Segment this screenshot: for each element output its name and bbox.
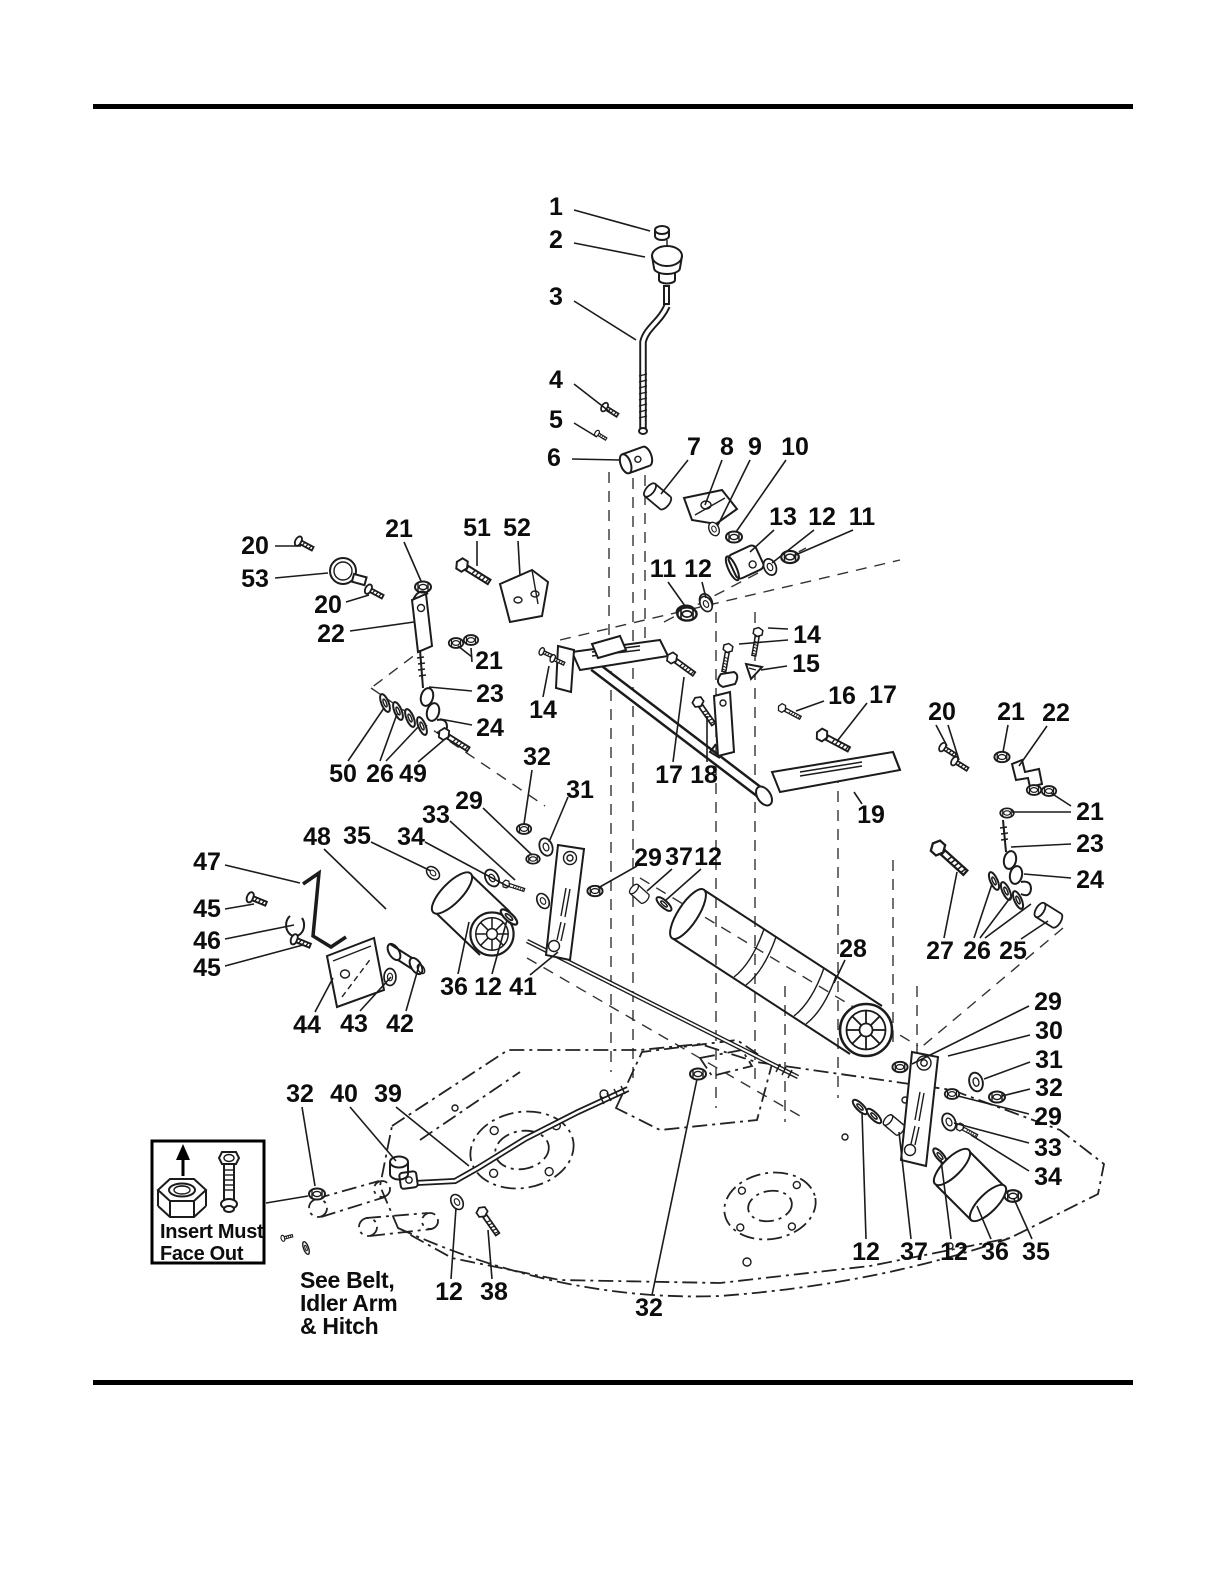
callout-33: 33: [1034, 1134, 1062, 1162]
callout-13: 13: [769, 503, 797, 531]
plate-44: [327, 938, 384, 1007]
leader-line-1: [574, 210, 650, 231]
callout-44: 44: [293, 1011, 321, 1039]
clip-22b: [1012, 760, 1042, 787]
callout-33: 33: [422, 801, 450, 829]
leader-line-36: [458, 922, 469, 974]
cup-35a: [424, 864, 442, 882]
nut-21d1: [1027, 785, 1041, 795]
washer-33b: [939, 1111, 958, 1133]
callout-32: 32: [635, 1294, 663, 1322]
washer-12e2: [865, 1107, 884, 1126]
callout-14: 14: [793, 621, 821, 649]
leader-line-46: [225, 925, 294, 939]
callout-28: 28: [839, 935, 867, 963]
leader-line-53: [275, 573, 328, 578]
washer-12d: [655, 895, 674, 913]
lift-rod-assembly: [309, 1069, 706, 1238]
callout-32: 32: [286, 1080, 314, 1108]
leader-line-26: [980, 894, 1013, 938]
callout-24: 24: [476, 714, 504, 742]
washer-26f: [1011, 890, 1025, 910]
hitch-bolt: [280, 1233, 293, 1242]
right-bracket-plate: [772, 752, 900, 792]
callout-38: 38: [480, 1278, 508, 1306]
leader-line-37: [647, 869, 672, 891]
note-line3: & Hitch: [300, 1313, 379, 1339]
callout-27: 27: [926, 937, 954, 965]
leader-line-21: [404, 542, 421, 581]
leader-line-21: [471, 648, 472, 662]
leader-line-52: [518, 541, 520, 576]
set-screw-4: [600, 402, 620, 420]
lever-assembly: [593, 226, 742, 543]
callout-40: 40: [330, 1080, 358, 1108]
callout-46: 46: [193, 927, 221, 955]
callout-20: 20: [928, 698, 956, 726]
leader-line-15: [761, 666, 787, 670]
leader-line-20: [346, 595, 369, 602]
callout-31: 31: [1035, 1046, 1063, 1074]
washer-12e1: [851, 1098, 870, 1117]
hitch-washer: [301, 1241, 310, 1255]
leader-line-26: [974, 884, 992, 938]
callout-5: 5: [549, 406, 563, 434]
spacer-31b: [967, 1071, 985, 1093]
leader-line-13: [750, 530, 774, 552]
callout-29: 29: [455, 787, 483, 815]
leader-line-35: [1014, 1199, 1032, 1239]
nut-21b1: [449, 638, 463, 648]
rod-23b: [1000, 820, 1008, 852]
spacer-25: [1032, 901, 1064, 930]
callout-23: 23: [476, 680, 504, 708]
leader-line-7: [661, 460, 688, 494]
leader-line-27: [944, 872, 957, 938]
leader-line-33: [954, 1123, 1029, 1143]
callout-2: 2: [549, 226, 563, 254]
washer-50: [378, 693, 392, 713]
nut-10: [726, 532, 742, 543]
leader-line-39: [396, 1107, 469, 1166]
bolt-33a: [501, 879, 525, 893]
callout-17: 17: [655, 761, 683, 789]
clamp-53: [330, 558, 367, 585]
top-rule: [93, 104, 1133, 109]
leader-line-45: [225, 945, 303, 966]
leader-line-4: [574, 384, 610, 412]
callout-45: 45: [193, 895, 221, 923]
callout-20: 20: [241, 532, 269, 560]
callout-23: 23: [1076, 830, 1104, 858]
washer-26a: [391, 701, 405, 721]
leader-line-14: [768, 628, 788, 629]
callout-16: 16: [828, 682, 856, 710]
callout-7: 7: [687, 433, 701, 461]
leader-line-17: [673, 677, 684, 762]
spacer-7: [642, 481, 674, 511]
leader-line-11: [793, 530, 853, 556]
bracket-8: [684, 490, 737, 524]
leader-line-29: [598, 866, 637, 888]
leader-line-14: [739, 640, 788, 644]
knob-cap: [655, 226, 669, 240]
screw-45a: [245, 891, 268, 908]
callout-12: 12: [435, 1278, 463, 1306]
callout-39: 39: [374, 1080, 402, 1108]
leader-line-49: [418, 739, 445, 762]
callout-45: 45: [193, 954, 221, 982]
callout-12: 12: [684, 555, 712, 583]
callout-12: 12: [852, 1238, 880, 1266]
callout-21: 21: [1076, 798, 1104, 826]
washer-26c: [415, 716, 429, 736]
callout-10: 10: [781, 433, 809, 461]
washer-26b: [403, 708, 417, 728]
screw-20a: [293, 535, 315, 553]
nut-21c: [994, 752, 1009, 762]
leader-line-22: [350, 622, 414, 631]
leader-line-21: [1051, 793, 1071, 806]
callout-6: 6: [547, 444, 561, 472]
leader-line-21: [458, 646, 472, 657]
leader-line-3: [574, 301, 636, 340]
leader-line-29: [912, 1006, 1029, 1064]
nut-32c: [309, 1189, 325, 1200]
leader-line-47: [225, 865, 300, 883]
leader-line-26: [380, 714, 397, 761]
callout-31: 31: [566, 776, 594, 804]
note-line2: Idler Arm: [300, 1290, 398, 1316]
leader-line-14: [543, 666, 549, 697]
callout-37: 37: [900, 1238, 928, 1266]
callout-53: 53: [241, 565, 269, 593]
leader-line-21: [1003, 725, 1008, 752]
washer-12g: [448, 1192, 466, 1211]
bolt-49: [437, 727, 472, 754]
callout-21: 21: [475, 647, 503, 675]
nut-32d: [690, 1069, 706, 1080]
leader-line-23: [1011, 844, 1071, 847]
tube-19: [594, 666, 775, 808]
leader-line-28: [834, 960, 845, 983]
callout-12: 12: [808, 503, 836, 531]
leader-line-22: [1019, 726, 1047, 766]
cap-35b: [1005, 1190, 1022, 1202]
bolt-27: [928, 838, 970, 877]
bracket-22: [412, 592, 432, 652]
callout-26: 26: [366, 760, 394, 788]
bolt-17a: [814, 727, 851, 754]
callout-35: 35: [343, 822, 371, 850]
nut-21b2: [464, 635, 478, 645]
bottom-rule: [93, 1380, 1133, 1385]
callout-32: 32: [1035, 1074, 1063, 1102]
inset-leader-line: [266, 1196, 308, 1203]
callout-14: 14: [529, 696, 557, 724]
callout-8: 8: [720, 433, 734, 461]
hanger-41: [546, 845, 584, 960]
leader-line-48: [324, 849, 386, 909]
washer-26d: [987, 871, 1001, 891]
washer-26e: [999, 881, 1013, 901]
callout-25: 25: [999, 937, 1027, 965]
spacer-37a: [628, 883, 651, 905]
roller-axle: [527, 941, 798, 1078]
callout-49: 49: [399, 760, 427, 788]
shift-rod: [639, 286, 669, 434]
note-line1: See Belt,: [300, 1267, 395, 1293]
inset-text-line2: Face Out: [160, 1243, 244, 1265]
leader-line-32: [652, 1079, 697, 1295]
callout-42: 42: [386, 1010, 414, 1038]
hitch-arms: [280, 1181, 438, 1255]
callout-12: 12: [940, 1238, 968, 1266]
spacer-31a: [537, 836, 555, 857]
bolt-14b1: [719, 643, 733, 673]
callout-43: 43: [340, 1010, 368, 1038]
deck-lip: [420, 1072, 520, 1140]
left-pivot-assembly: [245, 873, 426, 1007]
callout-26: 26: [963, 937, 991, 965]
leader-line-31: [984, 1062, 1030, 1079]
left-bracket-plate: [538, 636, 668, 692]
callout-37: 37: [665, 843, 693, 871]
callout-24: 24: [1076, 866, 1104, 894]
callout-12: 12: [474, 973, 502, 1001]
leader-line-23: [429, 687, 472, 691]
leader-line-38: [488, 1230, 492, 1279]
roller-28: [664, 884, 892, 1056]
leader-line-16: [796, 701, 824, 711]
callout-21: 21: [385, 515, 413, 543]
callout-29: 29: [634, 844, 662, 872]
callout-9: 9: [748, 433, 762, 461]
rod-23: [417, 650, 426, 688]
washer-21d3: [1000, 808, 1014, 817]
roller-28-endcap: [840, 1004, 892, 1056]
right-hanger-assembly: [851, 1052, 1022, 1226]
nut-32b: [989, 1092, 1005, 1103]
leader-line-24: [1024, 874, 1071, 878]
shift-knob: [652, 240, 682, 284]
callout-52: 52: [503, 514, 531, 542]
callout-50: 50: [329, 760, 357, 788]
callout-22: 22: [317, 620, 345, 648]
clip-15b: [718, 672, 737, 687]
callout-1: 1: [549, 193, 563, 221]
callout-20: 20: [314, 591, 342, 619]
callout-3: 3: [549, 283, 563, 311]
callout-21: 21: [997, 698, 1025, 726]
callout-12: 12: [694, 843, 722, 871]
leader-line-30: [948, 1035, 1030, 1056]
rod-47: [303, 873, 346, 947]
pivot-block-6: [618, 445, 655, 475]
clip-15: [746, 664, 762, 679]
spindle-ring-right: [719, 1166, 821, 1247]
callout-22: 22: [1042, 699, 1070, 727]
bolt-16: [777, 703, 802, 721]
callout-4: 4: [549, 366, 563, 394]
spacer-37b: [882, 1113, 907, 1137]
callout-36: 36: [981, 1238, 1009, 1266]
callout-19: 19: [857, 801, 885, 829]
leader-line-12: [451, 1208, 456, 1279]
leader-line-5: [574, 423, 597, 437]
screw-20b: [363, 583, 385, 601]
callout-36: 36: [440, 973, 468, 1001]
reference-note: [300, 1267, 397, 1339]
nut-29a: [526, 854, 540, 863]
callout-29: 29: [1034, 988, 1062, 1016]
callout-35: 35: [1022, 1238, 1050, 1266]
inset-box: [152, 1141, 264, 1265]
callout-15: 15: [792, 650, 820, 678]
screw-20c2: [950, 756, 970, 774]
leader-line-12: [862, 1112, 866, 1239]
nut-29c: [892, 1062, 907, 1072]
callout-11: 11: [848, 503, 876, 531]
washer-29x: [534, 891, 552, 910]
callout-29: 29: [1034, 1103, 1062, 1131]
callout-41: 41: [509, 973, 537, 1001]
leader-line-41: [530, 952, 558, 975]
trunnion-13: [723, 544, 765, 582]
inset-text-line1: Insert Must: [160, 1221, 264, 1243]
callout-34: 34: [397, 823, 425, 851]
leader-line-50: [348, 708, 384, 761]
callout-51: 51: [463, 514, 491, 542]
nut-32a: [517, 824, 531, 834]
nut-crossbar: [677, 607, 696, 620]
callout-34: 34: [1034, 1163, 1062, 1191]
callout-32: 32: [523, 743, 551, 771]
callout-30: 30: [1035, 1017, 1063, 1045]
callout-48: 48: [303, 823, 331, 851]
bracket-52: [500, 570, 548, 622]
leader-line-32: [1002, 1089, 1030, 1096]
leader-line-45: [225, 904, 254, 909]
callout-47: 47: [193, 848, 221, 876]
callout-18: 18: [690, 761, 718, 789]
bolt-51: [454, 557, 493, 587]
right-chain-assembly: [928, 742, 1064, 930]
leader-line-32: [302, 1107, 315, 1186]
nut-29d: [945, 1089, 959, 1099]
leader-line-44: [315, 978, 333, 1012]
leader-line-6: [572, 459, 620, 460]
leader-line-11: [668, 582, 685, 606]
callout-17: 17: [869, 681, 897, 709]
leader-line-40: [350, 1107, 396, 1161]
bolt-17b: [665, 651, 697, 678]
callout-11: 11: [649, 555, 677, 583]
leader-line-2: [574, 243, 645, 257]
